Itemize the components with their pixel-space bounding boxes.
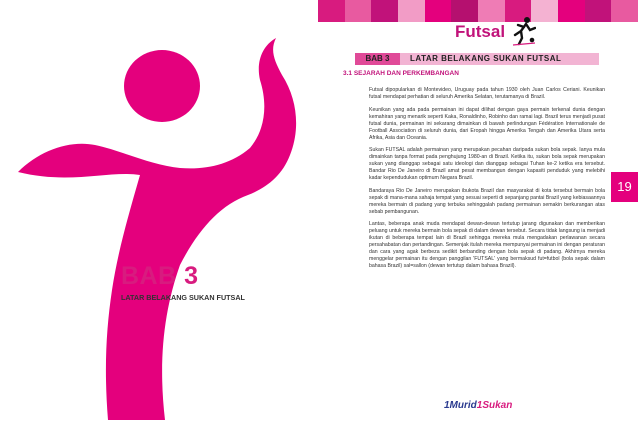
header-stripe <box>318 0 345 22</box>
header-stripe <box>425 0 452 22</box>
chapter-number: BAB 3 <box>355 53 400 65</box>
logo-part-sukan: 1Sukan <box>476 400 513 411</box>
header-stripe <box>611 0 638 22</box>
section-heading: 3.1 SEJARAH DAN PERKEMBANGAN <box>343 70 459 77</box>
logo-part-murid: 1Murid <box>444 400 477 411</box>
chapter-banner <box>355 53 599 65</box>
paragraph: Lantas, beberapa anak muda mendapat dewan-dewan tertutup jarang digunakan dan memberikan peluang untuk mereka bermain bola sepak di dalam dewan tersebut. Secara tidak langsung ia menjadi ikutan di beberapa tempat lain di Brazil sehingga mereka mula mengadakan perlawanan secara persahabatan dan pertandingan. Semenjak itulah mereka mempunyai permainan ini dengan peraturan dan cara yang agak berbeza sedikit berbanding dengan bola sepak di padang. Akhirnya mereka menggelar permainan itu dengan panggilan 'FUTSAL' yang bermaksud fut=futbol (bola sepak dalam bahasa Brazil) sal=sallon (dewan tertutup dalam bahasa Brazil). <box>369 221 605 269</box>
header-stripe <box>478 0 505 22</box>
header-stripes <box>318 0 638 22</box>
header-stripe <box>371 0 398 22</box>
header-title: Futsal <box>455 22 506 41</box>
paragraph: Futsal dipopularkan di Montevideo, Uruguay pada tahun 1930 oleh Juan Carlos Ceriani. Keunikan futsal mendapat perhatian di seluruh Amerika Selatan, terutamanya di Brazil. <box>369 87 605 100</box>
header-stripe <box>345 0 372 22</box>
chapter-title: LATAR BELAKANG SUKAN FUTSAL <box>410 54 562 63</box>
page-number: 19 <box>611 172 638 202</box>
header-stripe <box>558 0 585 22</box>
header-stripe <box>398 0 425 22</box>
figure-silhouette-icon <box>0 0 318 426</box>
chapter-big-subtitle: LATAR BELAKANG SUKAN FUTSAL <box>121 293 245 302</box>
header-stripe <box>451 0 478 22</box>
header-stripe <box>585 0 612 22</box>
paragraph: Bandaraya Rio De Janeiro merupakan ibukota Brazil dan masyarakat di kota tersebut bermain bola sepak di mana-mana sahaja tempat yang sesuai seperti di sepanjang pantai Brazil yang kebiasaannya mereka bermain di padang yang terbuka sehinggalah padang permainan semakin berkurangan atas sebab pembangunan. <box>369 187 605 215</box>
program-logo <box>444 400 512 411</box>
paragraph: Keunikan yang ada pada permainan ini dapat dilihat dengan gaya permain terkenal dunia dengan kemahiran yang menarik seperti Kaka, Ronaldinho, Robinho dan ramai lagi. Brazil terus menjadi pusat futsal dunia, permainan ini sekarang dimainkan di bawah perlindungan Fédération Internationale de Football Association di seluruh dunia, dari Eropah hingga Amerika Tengah dan Amerika Utara serta Afrika, Asia dan Oceania. <box>369 106 605 141</box>
football-player-icon <box>510 16 536 46</box>
paragraph: Sukan FUTSAL adalah permainan yang merupakan pecahan daripada sukan bola sepak. Ianya mula dimainkan tanpa format pada penghujung 1980-an di Brazil. Ketika itu, sukan bola sepak merupakan sukan yang dianggap sebagai satu ideologi dan dianggap sebagai Tuhan ke-2 ketika era tersebut. Bandar Rio De Janeiro di Brazil amat pesat membangun dengan kapasiti penduduk yang melebihi kadar kependudukan optimum Negara Brazil. <box>369 147 605 181</box>
chapter-big-title: BAB 3 <box>121 262 199 290</box>
body-text <box>369 87 605 276</box>
